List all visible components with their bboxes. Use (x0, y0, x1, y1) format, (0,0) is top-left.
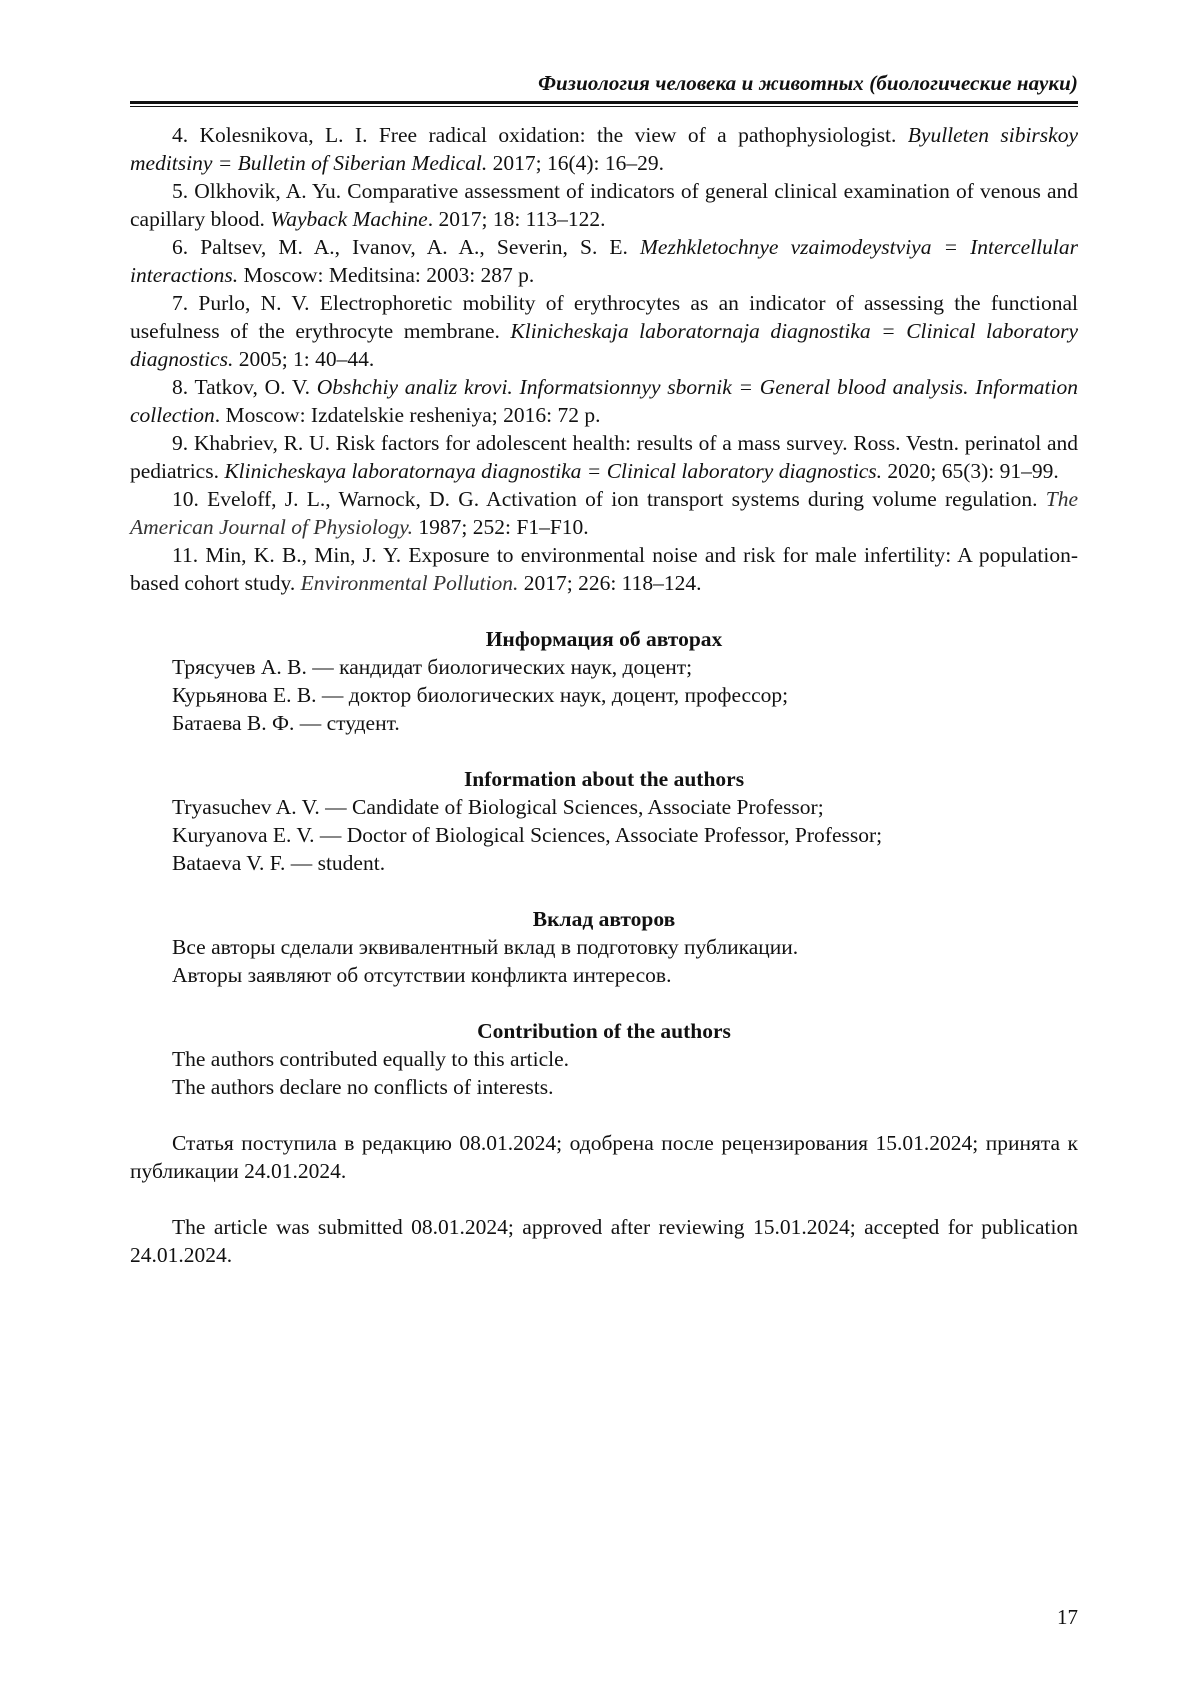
section-heading: Information about the authors (463, 767, 745, 791)
reference-source: Obshchiy analiz krovi. Informatsionnyy sbornik = General blood analysis. Information collection (130, 375, 1079, 427)
reference-details: 2005; 1: 40–44. (233, 347, 375, 371)
reference-text: Min, K. B., Min, J. Y. Exposure to environmental noise and risk for male infertility: A population-based cohort study. (130, 543, 1078, 595)
reference-source: Klinicheskaja laboratornaja diagnostika = Clinical laboratory diagnostics. (130, 319, 1078, 371)
reference-details: . Moscow: Izdatelskie resheniya; 2016: 72 p. (214, 403, 601, 427)
reference-source: Environmental Pollution. (300, 571, 519, 595)
page-content (130, 121, 1078, 1269)
submission-dates-en: The article was submitted 08.01.2024; approved after reviewing 15.01.2024; accepted for publication 24.01.2024. (130, 1215, 1078, 1267)
section-heading: Вклад авторов (532, 907, 676, 931)
reference-details: . 2017; 18: 113–122. (427, 207, 606, 231)
submission-dates-ru: Статья поступила в редакцию 08.01.2024; одобрена после рецензирования 15.01.2024; принята к публикации 24.01.2024. (130, 1131, 1078, 1183)
reference-item (130, 541, 1078, 597)
reference-details: 2017; 16(4): 16–29. (487, 151, 665, 175)
author-line: Kuryanova E. V. — Doctor of Biological Sciences, Associate Professor, Professor; (172, 823, 883, 847)
contribution-line: The authors contributed equally to this article. (172, 1047, 570, 1071)
dates-ru (130, 1129, 1078, 1185)
dates-en (130, 1213, 1078, 1269)
reference-details: 1987; 252: F1–F10. (413, 515, 589, 539)
reference-number: 7. (172, 291, 189, 315)
contribution-line: Авторы заявляют об отсутствии конфликта интересов. (172, 963, 672, 987)
reference-number: 9. (172, 431, 189, 455)
header-rule (130, 101, 1078, 104)
reference-text: Eveloff, J. L., Warnock, D. G. Activation of ion transport systems during volume regulation. (198, 487, 1046, 511)
reference-source: Mezhkletochnye vzaimodeystviya = Intercellular interactions. (130, 235, 1078, 287)
running-header: Физиология человека и животных (биологические науки) (538, 71, 1078, 95)
reference-text: Olkhovik, A. Yu. Comparative assessment of indicators of general clinical examination of venous and capillary blood. (130, 179, 1078, 231)
reference-item (130, 373, 1078, 429)
author-line: Трясучев А. В. — кандидат биологических наук, доцент; (172, 655, 693, 679)
reference-number: 10. (172, 487, 199, 511)
reference-number: 11. (172, 543, 199, 567)
reference-number: 4. (172, 123, 189, 147)
journal-page (130, 70, 1078, 1630)
reference-source: The American Journal of Physiology. (130, 487, 1078, 539)
reference-source: Byulleten sibirskoy meditsiny = Bulletin of Siberian Medical. (130, 123, 1078, 175)
reference-item (130, 485, 1078, 541)
author-line: Bataeva V. F. — student. (172, 851, 386, 875)
contribution-line: Все авторы сделали эквивалентный вклад в подготовку публикации. (172, 935, 799, 959)
contribution-ru (130, 905, 1078, 989)
reference-text: Paltsev, M. A., Ivanov, A. A., Severin, S. E. (188, 235, 640, 259)
reference-text: Khabriev, R. U. Risk factors for adolescent health: results of a mass survey. Ross. Vestn. perinatol and pediatrics. (130, 431, 1078, 483)
authors-info-ru (130, 625, 1078, 737)
reference-item (130, 177, 1078, 233)
reference-text: Purlo, N. V. Electrophoretic mobility of erythrocytes as an indicator of assessing the functional usefulness of the erythrocyte membrane. (130, 291, 1078, 343)
author-line: Курьянова Е. В. — доктор биологических наук, доцент, профессор; (172, 683, 789, 707)
authors-info-en (130, 765, 1078, 877)
reference-item (130, 121, 1078, 177)
author-line: Батаева В. Ф. — студент. (172, 711, 400, 735)
reference-source: Klinicheskaya laboratornaya diagnostika = Clinical laboratory diagnostics. (224, 459, 883, 483)
contribution-en (130, 1017, 1078, 1101)
section-heading: Contribution of the authors (477, 1019, 731, 1043)
reference-item (130, 233, 1078, 289)
section-heading: Информация об авторах (485, 627, 723, 651)
reference-number: 5. (172, 179, 189, 203)
reference-text: Kolesnikova, L. I. Free radical oxidation: the view of a pathophysiologist. (188, 123, 908, 147)
reference-number: 8. (172, 375, 189, 399)
reference-details: Moscow: Meditsina: 2003: 287 p. (238, 263, 535, 287)
reference-item (130, 429, 1078, 485)
header-rule-thin (130, 106, 1078, 107)
reference-item (130, 289, 1078, 373)
contribution-line: The authors declare no conflicts of interests. (172, 1075, 554, 1099)
reference-details: 2017; 226: 118–124. (518, 571, 702, 595)
reference-source: Wayback Machine (270, 207, 428, 231)
reference-details: 2020; 65(3): 91–99. (882, 459, 1059, 483)
reference-text: Tatkov, O. V. (188, 375, 317, 399)
reference-list (130, 121, 1078, 597)
reference-number: 6. (172, 235, 189, 259)
page-number: 17 (1057, 1605, 1078, 1629)
author-line: Tryasuchev A. V. — Candidate of Biological Sciences, Associate Professor; (172, 795, 824, 819)
